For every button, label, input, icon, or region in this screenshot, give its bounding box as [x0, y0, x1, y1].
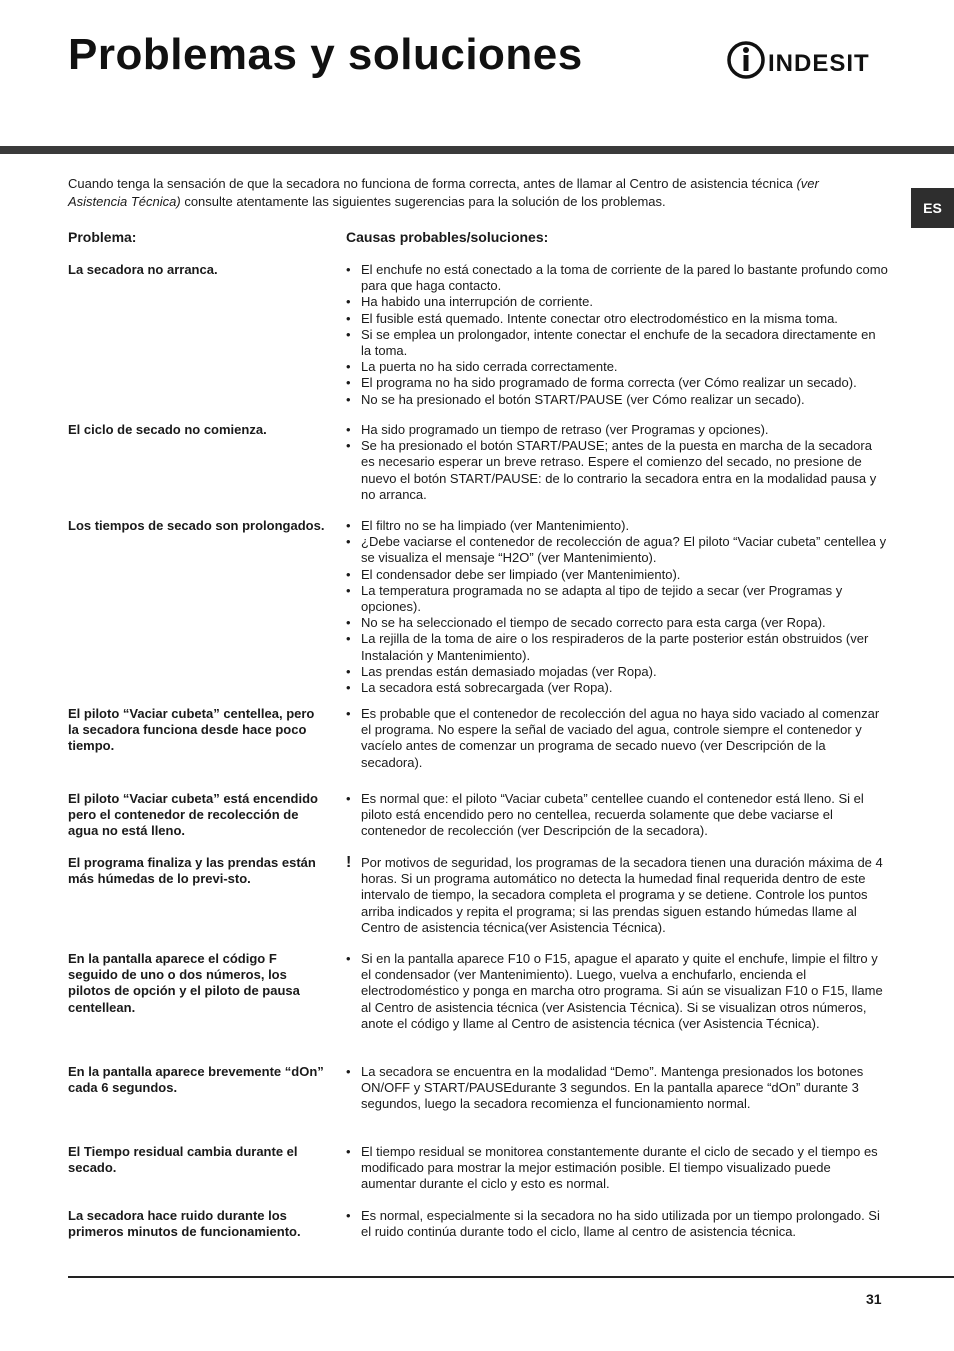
cause-item: • Es normal que: el piloto “Vaciar cubeta” centellee cuando el contenedor está lleno. Si el piloto está encendido pero no centellea, recuerda solamente que debe vaciarse el contenedor de recolección (ver Descripción de la secadora).: [346, 791, 888, 840]
cause-item: • La puerta no ha sido cerrada correctamente.: [346, 359, 888, 375]
causes-list: [346, 422, 888, 503]
problem-text: El Tiempo residual cambia durante el secado.: [68, 1144, 298, 1176]
problem-text: El programa finaliza y las prendas están más húmedas de lo previ-sto.: [68, 855, 316, 887]
page-title: Problemas y soluciones: [68, 30, 583, 79]
cause-item: • El fusible está quemado. Intente conectar otro electrodoméstico en la misma toma.: [346, 311, 888, 327]
cause-item: • No se ha seleccionado el tiempo de secado correcto para esta carga (ver Ropa).: [346, 615, 888, 631]
causes-list: [346, 951, 888, 1032]
indesit-logo: [726, 40, 888, 82]
cause-item: • Las prendas están demasiado mojadas (ver Ropa).: [346, 664, 888, 680]
causes-list: [346, 262, 888, 408]
intro-text-end: consulte atentamente las siguientes sugerencias para la solución de los problemas.: [180, 194, 666, 209]
problem-text: La secadora hace ruido durante los primeros minutos de funcionamiento.: [68, 1208, 301, 1240]
page-number: 31: [866, 1291, 882, 1307]
intro-paragraph: [68, 175, 868, 211]
problem-text: En la pantalla aparece el código F seguido de uno o dos números, los pilotos de opción y el piloto de pausa centellean.: [68, 951, 300, 1015]
intro-reference: (ver Asistencia Técnica): [68, 176, 819, 209]
intro-text: Cuando tenga la sensación de que la secadora no funciona de forma correcta, antes de llamar al Centro de asistencia técnica: [68, 176, 797, 191]
problem-text: Los tiempos de secado son prolongados.: [68, 518, 325, 533]
header-rule: [0, 146, 954, 154]
language-tab: ES: [911, 188, 954, 228]
cause-item: • Se ha presionado el botón START/PAUSE; antes de la puesta en marcha de la secadora es necesario esperar un breve retraso. Espere el comienzo del secado, no presione de nuevo el botón START/PAUSE: de lo contrario la secadora entra en la modalidad pausa y no arranca.: [346, 438, 888, 503]
problem-text: El piloto “Vaciar cubeta” centellea, pero la secadora funciona desde hace poco tiempo.: [68, 706, 315, 754]
cause-item: • La temperatura programada no se adapta al tipo de tejido a secar (ver Programas y opciones).: [346, 583, 888, 615]
problem-text: En la pantalla aparece brevemente “dOn” cada 6 segundos.: [68, 1064, 324, 1096]
cause-item: • Ha habido una interrupción de corriente.: [346, 294, 888, 310]
causes-list: [346, 706, 888, 771]
causes-list: [346, 518, 888, 696]
cause-item: ! Por motivos de seguridad, los programas de la secadora tienen una duración máxima de 4 horas. Si un programa automático no detecta la humedad final requerida dentro de este intervalo de tiempo, la secadora completa el programa y se detiene. Controle los puntos arriba indicados y repita el programa; si las prendas siguen estando húmedas llame al Centro de asistencia técnica(ver Asistencia Técnica).: [346, 855, 888, 936]
cause-item: • No se ha presionado el botón START/PAUSE (ver Cómo realizar un secado).: [346, 392, 888, 408]
cause-item: • ¿Debe vaciarse el contenedor de recolección de agua? El piloto “Vaciar cubeta” centellea y se visualiza el mensaje “H2O” (ver Mantenimiento).: [346, 534, 888, 566]
cause-item: • El enchufe no está conectado a la toma de corriente de la pared lo bastante profundo como para que haga contacto.: [346, 262, 888, 294]
cause-item: • Si en la pantalla aparece F10 o F15, apague el aparato y quite el enchufe, limpie el filtro y el condensador (ver Mantenimiento). Luego, vuelva a enchufarlo, encienda el electrodoméstico y ponga en marcha otro programa. Si aún se visualizan F10 o F15, llame al Centro de asistencia técnica (ver Asistencia Técnica). Si se visualizan otros números, anote el código y llame al Centro de asistencia técnica (ver Asistencia Técnica).: [346, 951, 888, 1032]
causes-column-header: Causas probables/soluciones:: [346, 229, 549, 245]
cause-item: • Ha sido programado un tiempo de retraso (ver Programas y opciones).: [346, 422, 888, 438]
causes-list: [346, 855, 888, 936]
cause-item: • El programa no ha sido programado de forma correcta (ver Cómo realizar un secado).: [346, 375, 888, 391]
problem-text: La secadora no arranca.: [68, 262, 218, 277]
cause-item: • La secadora se encuentra en la modalidad “Demo”. Mantenga presionados los botones ON/OFF y START/PAUSEdurante 3 segundos. En la pantalla aparece “dOn” durante 3 segundos, luego la secadora recomienza el funcionamiento normal.: [346, 1064, 888, 1113]
brand-wordmark: INDESIT: [768, 50, 870, 77]
causes-list: [346, 791, 888, 840]
cause-item: • El condensador debe ser limpiado (ver Mantenimiento).: [346, 567, 888, 583]
cause-item: • El tiempo residual se monitorea constantemente durante el ciclo de secado y el tiempo es modificado para mostrar la mejor estimación posible. El tiempo visualizado puede aumentar durante el ciclo y esto es normal.: [346, 1144, 888, 1193]
cause-item: • El filtro no se ha limpiado (ver Mantenimiento).: [346, 518, 888, 534]
problem-text: El ciclo de secado no comienza.: [68, 422, 267, 437]
causes-list: [346, 1144, 888, 1193]
problem-text: El piloto “Vaciar cubeta” está encendido pero el contenedor de recolección de agua no está lleno.: [68, 791, 318, 839]
problem-column-header: Problema:: [68, 229, 137, 245]
footer-rule: [68, 1276, 954, 1278]
cause-item: • La rejilla de la toma de aire o los respiraderos de la parte posterior están obstruidos (ver Instalación y Mantenimiento).: [346, 631, 888, 663]
cause-item: • Si se emplea un prolongador, intente conectar el enchufe de la secadora directamente en la toma.: [346, 327, 888, 359]
cause-item: • La secadora está sobrecargada (ver Ropa).: [346, 680, 888, 696]
causes-list: [346, 1064, 888, 1113]
cause-item: • Es probable que el contenedor de recolección del agua no haya sido vaciado al comenzar el programa. No espere la señal de vaciado del agua, controle siempre el contenedor y vacíelo antes de comenzar un programa de secado nuevo (ver Descripción de la secadora).: [346, 706, 888, 771]
causes-list: [346, 1208, 888, 1240]
cause-item: • Es normal, especialmente si la secadora no ha sido utilizada por un tiempo prolongado. Si el ruido continúa durante todo el ciclo, llame al centro de asistencia técnica.: [346, 1208, 888, 1240]
